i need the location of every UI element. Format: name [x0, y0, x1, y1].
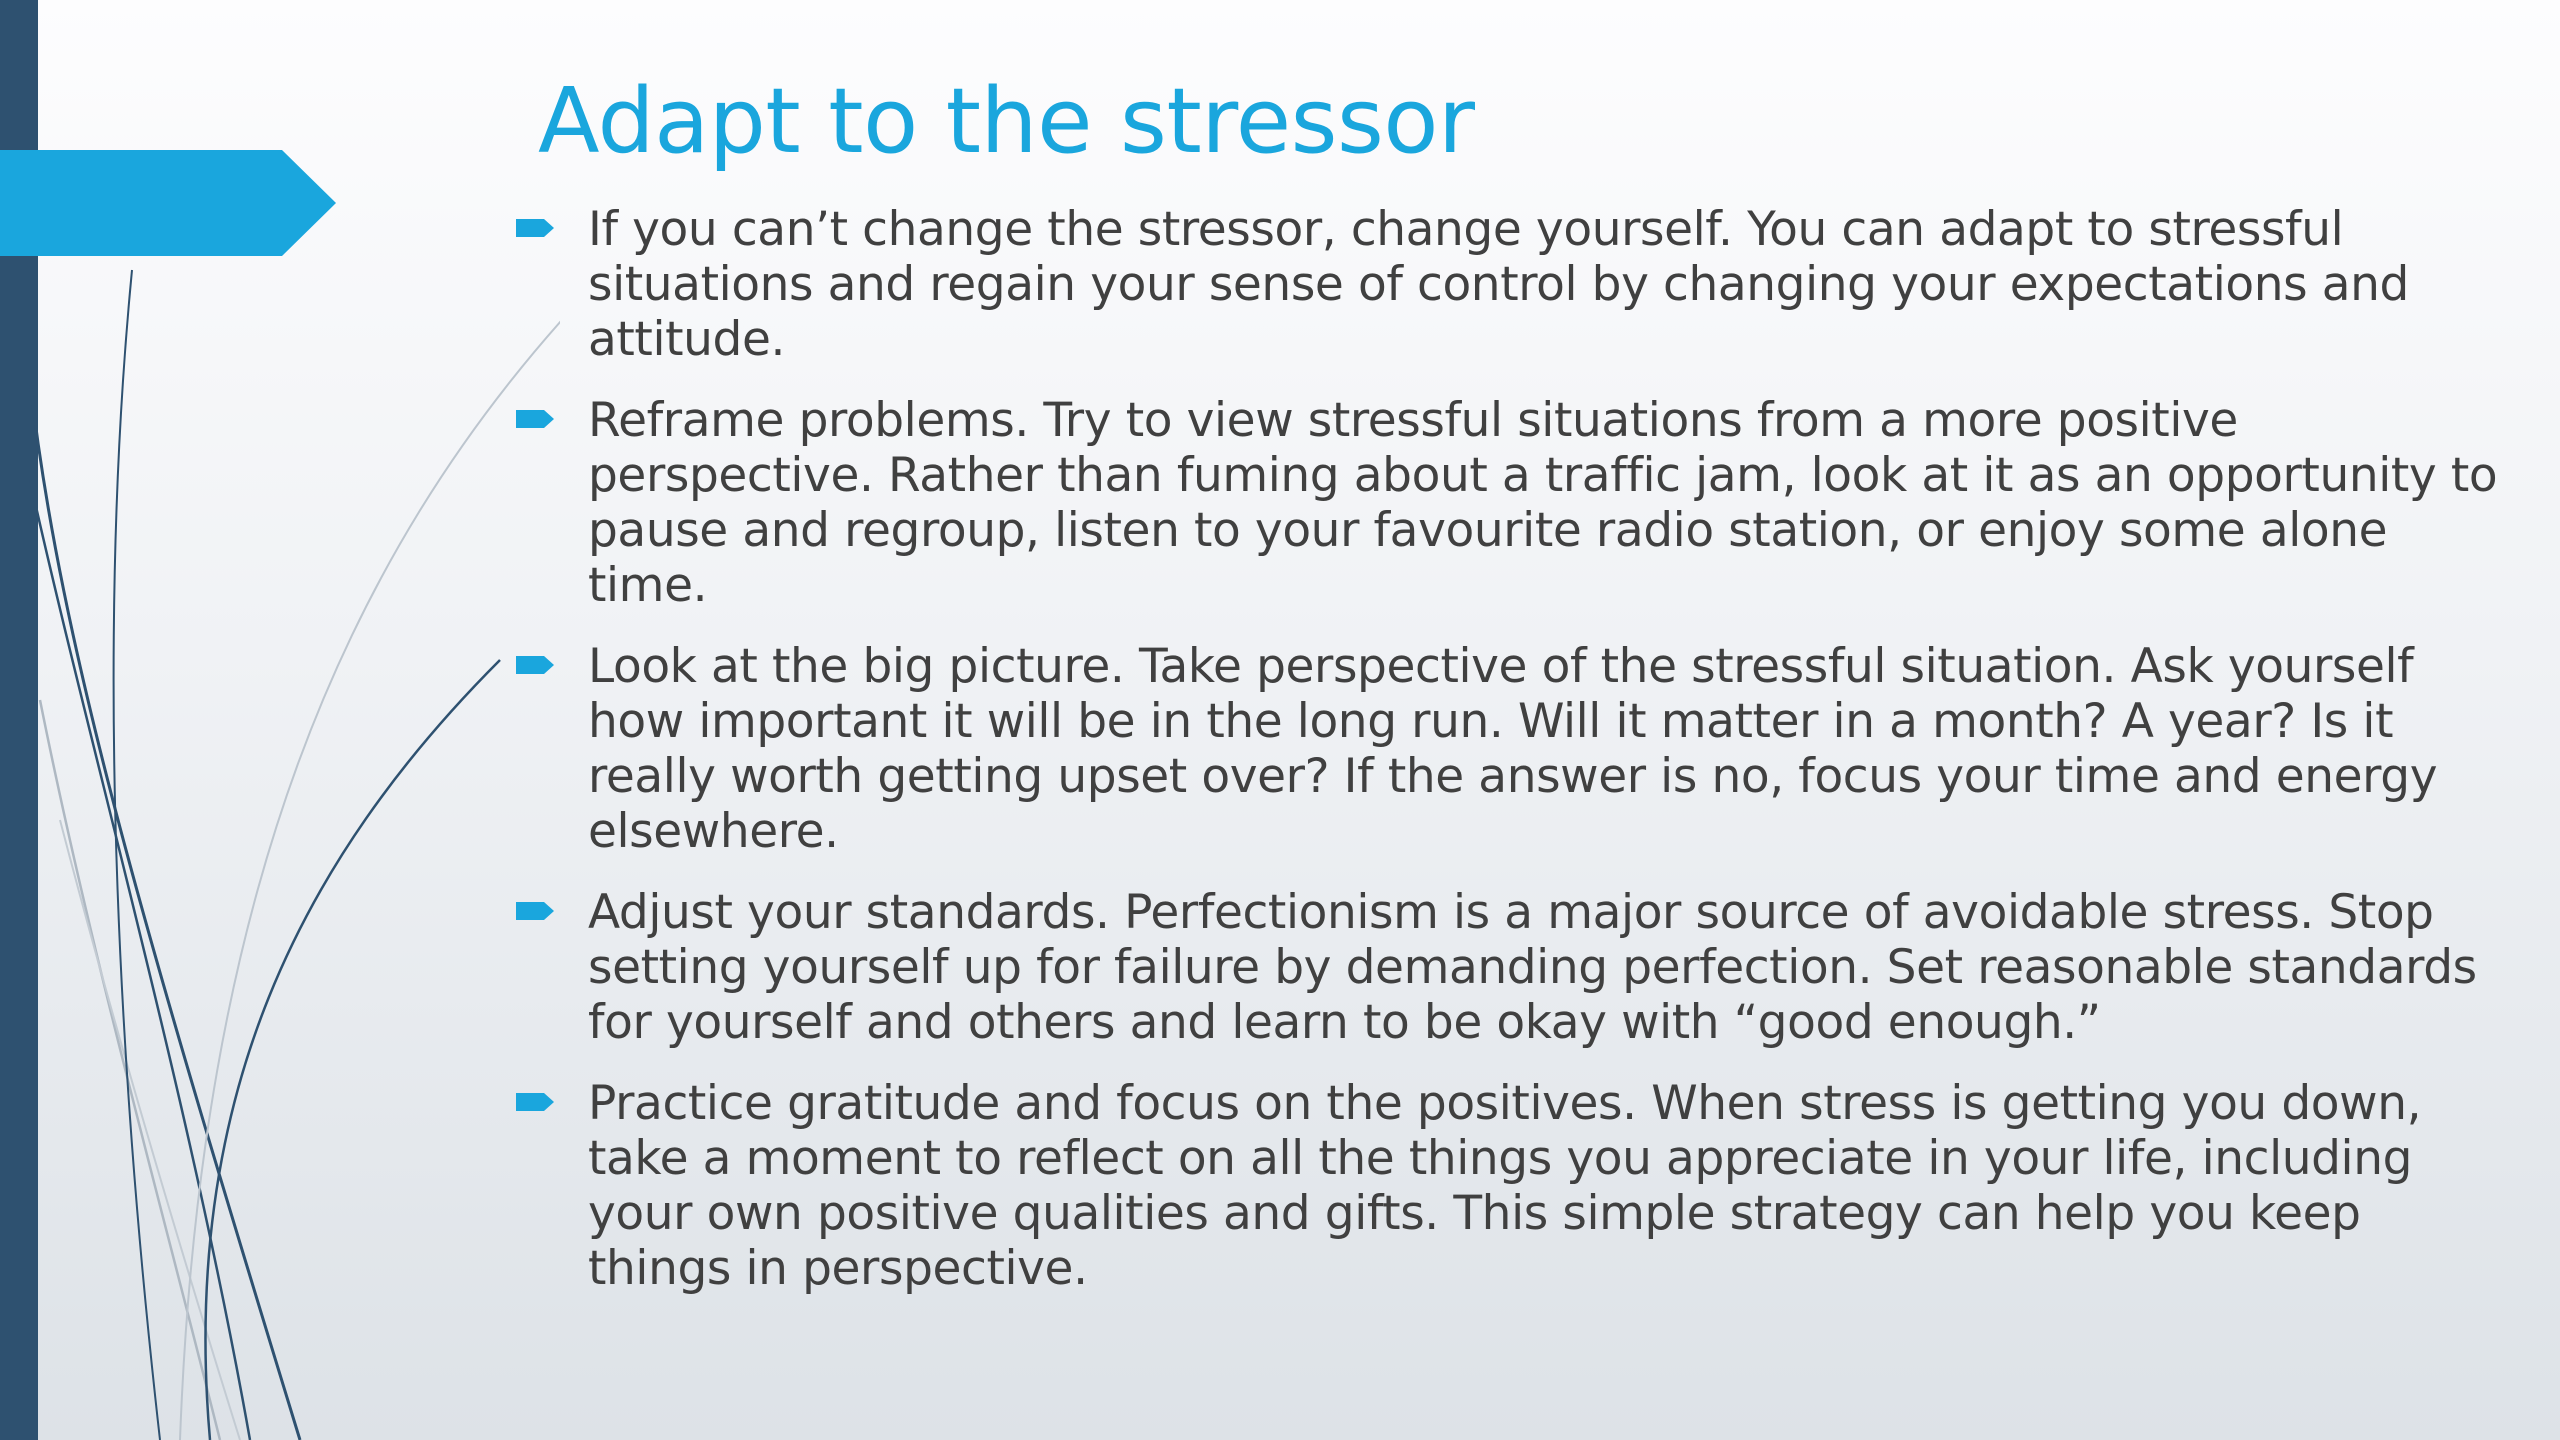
arrow-bullet-icon	[516, 216, 556, 240]
bullet-item	[516, 202, 2516, 367]
arrow-bullet-icon	[516, 653, 556, 677]
arrow-bullet-icon	[516, 899, 556, 923]
bullet-item	[516, 393, 2516, 613]
title-ribbon-arrow	[0, 150, 336, 256]
bullet-item	[516, 639, 2516, 859]
slide-title: Adapt to the stressor	[538, 69, 1475, 174]
bullet-list	[516, 202, 2516, 1322]
bullet-text: If you can’t change the stressor, change yourself. You can adapt to stressful situations and regain your sense of control by changing your expectations and attitude.	[588, 202, 2409, 367]
arrow-bullet-icon	[516, 1090, 556, 1114]
bullet-item	[516, 885, 2516, 1050]
bullet-text: Look at the big picture. Take perspective of the stressful situation. Ask yourself how important it will be in the long run. Will it matter in a month? A year? Is it really worth getting upset over? If the answer is no, focus your time and energy elsewhere.	[588, 639, 2438, 859]
bullet-text: Practice gratitude and focus on the positives. When stress is getting you down, take a moment to reflect on all the things you appreciate in your life, including your own positive qualities and gifts. This simple strategy can help you keep things in perspective.	[588, 1076, 2422, 1296]
arrow-bullet-icon	[516, 407, 556, 431]
bullet-item	[516, 1076, 2516, 1296]
bullet-text: Reframe problems. Try to view stressful situations from a more positive perspective. Rather than fuming about a traffic jam, look at it as an opportunity to pause and regroup, listen to your favourite radio station, or enjoy some alone time.	[588, 393, 2498, 613]
bullet-text: Adjust your standards. Perfectionism is a major source of avoidable stress. Stop setting yourself up for failure by demanding perfection. Set reasonable standards for yourself and others and learn to be okay with “good enough.”	[588, 885, 2477, 1050]
